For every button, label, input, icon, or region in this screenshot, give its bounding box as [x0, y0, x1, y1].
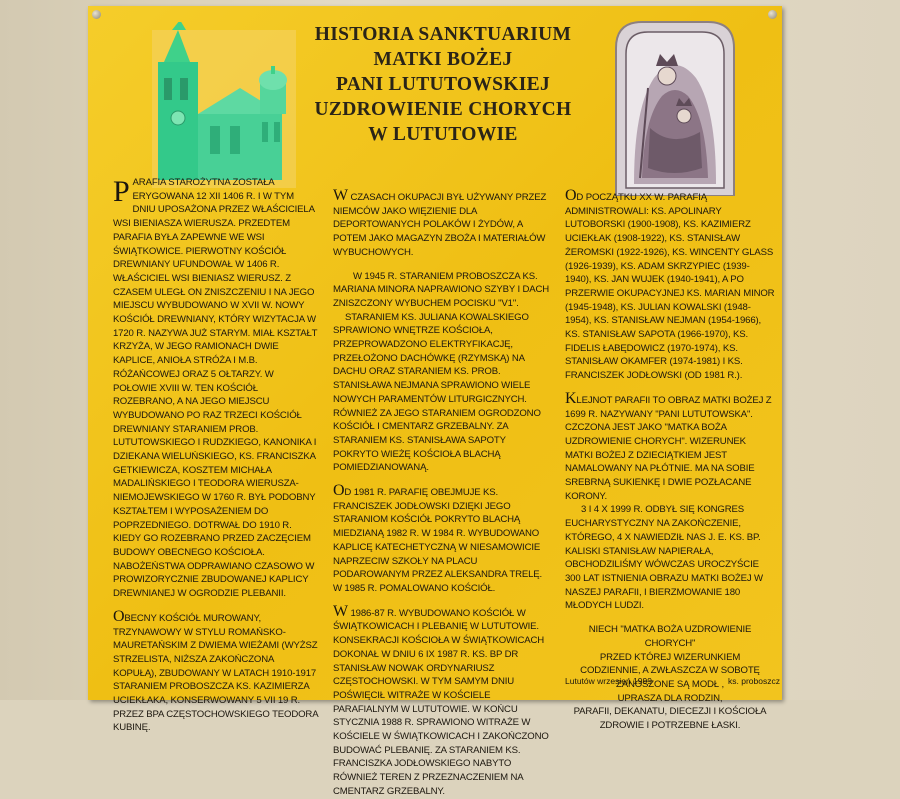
drop-cap: O — [333, 482, 345, 500]
title-line: W LUTUTOWIE — [368, 124, 518, 145]
madonna-painting — [612, 18, 738, 196]
paragraph-text: LEJNOT PARAFII TO OBRAZ MATKI BOŻEJ Z 1699 R. NAZYWANY "PANI LUTUTOWSKA". CZCZONA JEST JAKO "MATKA BOŻA UZDROWIENIE CHORYCH". WIZERUNEK MATKI BOŻEJ Z DZIECIĄTKIEM JEST NAMALOWANY NA PŁÓTNIE. MA NA SOBIE SREBRNĄ SUKIENKĘ I DWIE POZŁACANE KORONY. — [565, 394, 772, 502]
prayer-line: CODZIENNIE, A ZWŁASZCZA W SOBOTĘ — [580, 665, 760, 677]
history-column-2 — [333, 187, 551, 799]
drop-cap: P — [113, 175, 130, 208]
prayer-line: UPRASZA DLA RODZIN, — [617, 692, 723, 704]
page-title — [268, 22, 618, 147]
paragraph: 3 I 4 X 1999 R. ODBYŁ SIĘ KONGRES EUCHARYSTYCZNY NA ZAKOŃCZENIE, KTÓREGO, 4 X NAWIEDZIŁ NAS J. E. KS. BP. KALISKI STANISŁAW NAPIERAŁA, OBCHODZILIŚMY WÓWCZAS UROCZYŚCIE 300 LAT ISTNIENIA OBRAZU MATKI BOŻEJ W NASZEJ PARAFII, I BIERZMOWANIE 180 MŁODYCH LUDZI. — [565, 504, 763, 612]
prayer-line: PARAFII, DEKANATU, DIECEZJI I KOŚCIOŁA — [573, 706, 767, 718]
drop-cap: O — [565, 187, 577, 204]
prayer-line: PRZED KTÓREJ WIZERUNKIEM — [599, 651, 741, 663]
signature: ks. proboszcz — [728, 676, 780, 686]
prayer-line: NIECH "MATKA BOŻA UZDROWIENIE CHORYCH" — [588, 624, 752, 649]
title-line: UZDROWIENIE CHORYCH — [314, 99, 572, 120]
screw-icon — [768, 10, 777, 19]
paragraph — [565, 187, 775, 383]
screw-icon — [92, 10, 101, 19]
place-date: Lututów wrzesień 1999 — [565, 676, 652, 686]
history-column-3 — [565, 187, 775, 733]
footer — [565, 676, 780, 686]
paragraph-text: CZASACH OKUPACJI BYŁ UŻYWANY PRZEZ NIEMCÓW JAKO WIĘZIENIE DLA DEPORTOWANYCH POLAKÓW I ŻYDÓW, A POTEM JAKO MAGAZYN ZBOŻA I MATERIAŁÓW WYBUCHOWYCH. — [333, 192, 547, 258]
title-line: HISTORIA SANKTUARIUM — [314, 24, 572, 45]
history-column-1 — [113, 176, 318, 735]
title-line: MATKI BOŻEJ — [373, 49, 513, 70]
paragraph-text: 1986-87 R. WYBUDOWANO KOŚCIÓŁ W ŚWIĄTKOWICACH I PLEBANIĘ W LUTUTOWIE. KONSEKRACJI KOŚCIOŁA W ŚWIĄTKOWICACH DOKONAŁ W DNIU 6 IX 1987 R. KS. BP DR STANISŁAW NOWAK ORDYNARIUSZ CZĘSTOCHOWSKI. W TYM SAMYM DNIU POŚWIĘCIŁ WITRAŻE W KOŚCIELE PARAFIALNYM W LUTUTOWIE. W KOŃCU STYCZNIA 1988 R. SPRAWIONO WITRAŻE W KOŚCIELE W ŚWIĄTKOWICACH I ZAKOŃCZONO BUDOWAĆ PLEBANIĘ. ZA STARANIEM KS. FRANCISZKA JODŁOWSKIEGO NABYTO RÓWNIEŻ TEREN Z PRZEZNACZENIEM NA CMENTARZ GRZEBALNY. — [333, 607, 549, 797]
paragraph-text: ARAFIA STAROŻYTNA ZOSTAŁA ERYGOWANA 12 XII 1406 R. I W TYM DNIU UPOSAŻONA PRZEZ WŁAŚCICIELA WSI BIENIASZA WIERUSZA. PRZEDTEM PARAFIA BYŁA ZAPEWNE WE WSI ŚWIĄTKOWICE. PIERWOTNY KOŚCIÓŁ DREWNIANY UFUNDOWAŁ W 1406 R. WŁAŚCICIEL WSI BIENIASZ WIERUSZ. Z CZASEM ULEGŁ ON ZNISZCZENIU I NA JEGO MIEJSCU WYBUDOWANO W XVII W. NOWY KOŚCIÓŁ DREWNIANY, KTÓRY WIZYTACJA W 1720 R. NAZYWA JUŻ STARYM. MIAŁ KSZTAŁT KRZYŻA, W JEGO RAMIONACH DWIE KAPLICE, ANIOŁA STRÓŻA I M.B. RÓŻAŃCOWEJ ORAZ 5 OŁTARZY. W POŁOWIE XVIII W. TEN KOŚCIÓŁ ROZEBRANO, A NA JEGO MIEJSCU WYBUDOWANO PO RAZ TRZECI KOŚCIÓŁ DREWNIANY STARANIEM PROB. LUTUTOWSKIEGO I RUDZKIEGO, KANONIKA I DZIEKANA WIELUŃSKIEGO, KS. FRANCISZKA GETKIEWICZA, KOSZTEM MICHAŁA MADALIŃSKIEGO I TEODORA WIERUSZA-NIEMOJEWSKIEGO W 1760 R. BYŁ PODOBNY KSZTAŁTEM I WYPOSAŻENIEM DO POPRZEDNIEGO. DOTRWAŁ DO 1910 R. KIEDY GO ROZEBRANO PRZED ZACZĘCIEM BUDOWY OBECNEGO KOŚCIOŁA. NABOŻEŃSTWA ODPRAWIANO CZASOWO W PROWIZORYCZNIE ZBUDOWANEJ KAPLICY DREWNIANEJ W OGRODZIE PLEBANII. — [113, 177, 318, 600]
prayer-line: ZANOSZONE SĄ MODŁ , — [615, 678, 725, 690]
paragraph — [333, 602, 551, 799]
paragraph-text: BECNY KOŚCIÓŁ MUROWANY, TRZYNAWOWY W STYLU ROMAŃSKO-MAURETAŃSKIM Z DWIEMA WIEŻAMI (WYŻSZ STRZELISTA, NIŻSZA ZAKOŃCZONA KOPUŁĄ), ZBUDOWANY W LATACH 1910-1917 STARANIEM PROBOSZCZA KS. KAZIMIERZA UCIEKŁAKA, KONSERWOWANY 5 VII 19 R. PRZEZ BPA CZĘSTOCHOWSKIEGO TEODORA KUBINĘ. — [113, 612, 318, 734]
paragraph: STARANIEM KS. JULIANA KOWALSKIEGO SPRAWIONO WNĘTRZE KOŚCIOŁA, PRZEPROWADZONO ELEKTRYFIKACJĘ, PRZEŁOŻONO DACHÓWKĘ (RZYMSKĄ) NA DACHU ORAZ STARANIEM KS. PROB. STANISŁAWA NEJMANA SPRAWIONO WIELE NOWYCH PARAMENTÓW LITURGICZNYCH. RÓWNIEŻ ZA JEGO STARANIEM OGRODZONO KOŚCIÓŁ I CMENTARZ GRZEBALNY. ZA STARANIEM KS. STANISŁAWA SAPOTY POKRYTO WIEŻĘ KOŚCIOŁA BLACHĄ POMIEDZIANOWANĄ. — [333, 311, 541, 474]
drop-cap: W — [333, 602, 348, 620]
paragraph — [113, 176, 318, 601]
paragraph — [333, 482, 551, 596]
drop-cap: O — [113, 607, 125, 625]
prayer-line: ZDROWIE I POTRZEBNE ŁASKI. — [599, 720, 741, 732]
drop-cap: K — [565, 389, 577, 407]
paragraph-text: D 1981 R. PARAFIĘ OBEJMUJE KS. FRANCISZEK JODŁOWSKI DZIĘKI JEGO STARANIOM KOŚCIÓŁ POKRYTO BLACHĄ MIEDZIANĄ 1982 R. W 1984 R. WYBUDOWANO KAPLICĘ KATECHETYCZNĄ W NIESAMOWICIE NAPRZECIW SZKOŁY NA PLACU PODAROWANYM PRZEZ ALEKSANDRA TRELĘ. W 1985 R. POMALOWANO KOŚCIÓŁ. — [333, 487, 543, 594]
paragraph-text: D POCZĄTKU XX W. PARAFIĄ ADMINISTROWALI: KS. APOLINARY LUTOBORSKI (1900-1908), KS. KAZIMIERZ UCIEKŁAK (1908-1922), KS. STANISŁAW ŻEROMSKI (1922-1926), KS. WINCENTY GLASS (1926-1939), KS. ADAM SKRZYPIEC (1939-1940), KS. JAN WUJEK (1940-1941), A PO PRZERWIE OKUPACYJNEJ KS. MARIAN MINOR (1945-1948), KS. JULIAN KOWALSKI (1948-1954), KS. STANISŁAW NEJMAN (1954-1966), KS. STANISŁAW SAPOTA (1966-1970), KS. FIDELIS ŁABĘDOWICZ (1970-1974), KS. STANISŁAW OKAMFER (1974-1981) I KS. FRANCISZEK JODŁOWSKI (OD 1981 R.). — [565, 192, 775, 382]
paragraph — [333, 187, 551, 260]
paragraph — [565, 389, 775, 504]
paragraph: W 1945 R. STARANIEM PROBOSZCZA KS. MARIANA MINORA NAPRAWIONO SZYBY I DACH ZNISZCZONY WYBUCHEM POCISKU "V1". — [333, 270, 550, 309]
drop-cap: W — [333, 187, 348, 204]
title-line: PANI LUTUTOWSKIEJ — [335, 74, 551, 95]
paragraph — [113, 607, 318, 735]
